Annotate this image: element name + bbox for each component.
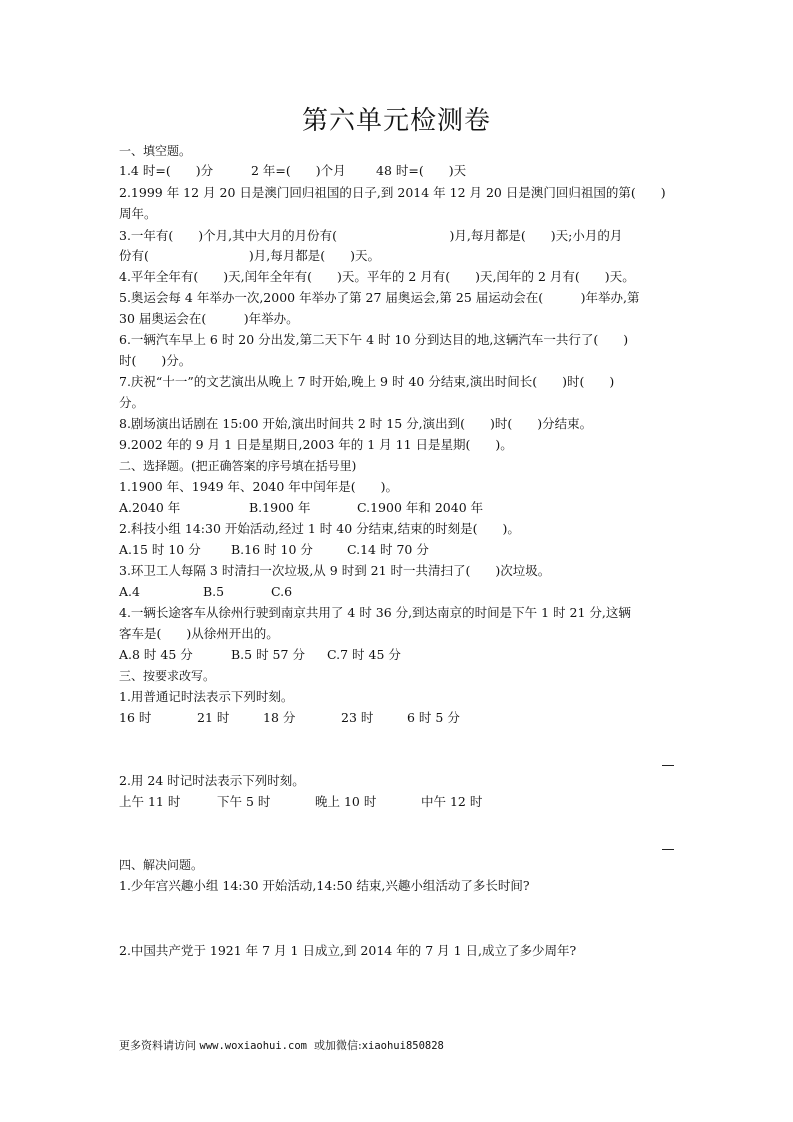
- answer-line: [662, 765, 674, 766]
- time-item: 23 时: [341, 710, 374, 725]
- question-solve-1: 1.少年宫兴趣小组 14:30 开始活动,14:50 结束,兴趣小组活动了多长时间?: [119, 878, 530, 893]
- time-item: 晚上 10 时: [315, 794, 377, 809]
- option-c: C.7 时 45 分: [327, 647, 401, 662]
- option-a: A.8 时 45 分: [119, 647, 193, 662]
- time-item: 21 时: [197, 710, 230, 725]
- question-fill-2-line1: 2.1999 年 12 月 20 日是澳门回归祖国的日子,到 2014 年 12 月 20 日是澳门回归祖国的第( ): [119, 185, 666, 200]
- choice-3-options: [119, 583, 292, 601]
- option-b: B.1900 年: [249, 500, 311, 515]
- time-item: 下午 5 时: [217, 794, 271, 809]
- section-heading-fill: 一、填空题。: [119, 144, 192, 158]
- option-c: C.6: [271, 584, 293, 599]
- option-a: A.2040 年: [119, 500, 181, 515]
- option-c: C.14 时 70 分: [347, 542, 429, 557]
- question-fill-1: [119, 162, 466, 180]
- question-fill-5-line2: 30 届奥运会在( )年举办。: [119, 311, 299, 326]
- question-fill-4: 4.平年全年有( )天,闰年全年有( )天。平年的 2 月有( )天,闰年的 2 月有( )天。: [119, 269, 635, 284]
- question-choice-1: 1.1900 年、1949 年、2040 年中闰年是( )。: [119, 479, 399, 494]
- question-fill-8: 8.剧场演出话剧在 15:00 开始,演出时间共 2 时 15 分,演出到( )时( )分结束。: [119, 416, 593, 431]
- footer-website-link[interactable]: www.woxiaohui.com: [199, 1040, 307, 1052]
- time-item: 16 时: [119, 710, 152, 725]
- option-c: C.1900 年和 2040 年: [357, 500, 484, 515]
- choice-4-options: [119, 646, 401, 664]
- footer-wechat-label: 或加微信:: [313, 1039, 362, 1052]
- option-a: A.15 时 10 分: [119, 542, 201, 557]
- footer-wechat-id: xiaohui850828: [361, 1040, 444, 1052]
- time-item: 6 时 5 分: [407, 710, 460, 725]
- rewrite-1-items: [119, 709, 460, 727]
- option-b: B.16 时 10 分: [231, 542, 313, 557]
- question-choice-2: 2.科技小组 14:30 开始活动,经过 1 时 40 分结束,结束的时刻是( )。: [119, 521, 520, 536]
- question-choice-4-line2: 客车是( )从徐州开出的。: [119, 626, 279, 641]
- footer-label: 更多资料请访问: [119, 1039, 196, 1052]
- time-item: 中午 12 时: [421, 794, 483, 809]
- option-b: B.5 时 57 分: [231, 647, 305, 662]
- choice-1-options: [119, 499, 483, 517]
- question-fill-2-line2: 周年。: [119, 206, 157, 221]
- question-fill-5-line1: 5.奥运会每 4 年举办一次,2000 年举办了第 27 届奥运会,第 25 届运动会在( )年举办,第: [119, 290, 640, 305]
- question-choice-3: 3.环卫工人每隔 3 时清扫一次垃圾,从 9 时到 21 时一共清扫了( )次垃圾。: [119, 563, 551, 578]
- time-item: 上午 11 时: [119, 794, 181, 809]
- answer-line: [662, 849, 674, 850]
- question-fill-6-line2: 时( )分。: [119, 353, 192, 368]
- section-heading-solve: 四、解决问题。: [119, 858, 204, 872]
- question-rewrite-1: 1.用普通记时法表示下列时刻。: [119, 689, 294, 704]
- option-a: A.4: [119, 584, 140, 599]
- q1-part-a: 1.4 时=( )分: [119, 163, 214, 178]
- section-heading-choice: 二、选择题。(把正确答案的序号填在括号里): [119, 459, 357, 473]
- rewrite-2-items: [119, 793, 482, 811]
- time-item: 18 分: [263, 710, 296, 725]
- page-title: 第六单元检测卷: [301, 106, 491, 136]
- question-solve-2: 2.中国共产党于 1921 年 7 月 1 日成立,到 2014 年的 7 月 1 日,成立了多少周年?: [119, 943, 577, 958]
- q1-part-b: 2 年=( )个月: [251, 163, 346, 178]
- question-choice-4-line1: 4.一辆长途客车从徐州行驶到南京共用了 4 时 36 分,到达南京的时间是下午 1 时 21 分,这辆: [119, 605, 631, 620]
- footer: [119, 1038, 444, 1054]
- question-fill-3-line1: 3.一年有( )个月,其中大月的月份有( )月,每月都是( )天;小月的月: [119, 228, 623, 243]
- question-fill-9: 9.2002 年的 9 月 1 日是星期日,2003 年的 1 月 11 日是星期( )。: [119, 437, 513, 452]
- option-b: B.5: [203, 584, 225, 599]
- question-rewrite-2: 2.用 24 时记时法表示下列时刻。: [119, 773, 305, 788]
- question-fill-6-line1: 6.一辆汽车早上 6 时 20 分出发,第二天下午 4 时 10 分到达目的地,这辆汽车一共行了( ): [119, 332, 629, 347]
- question-fill-7-line2: 分。: [119, 395, 145, 410]
- question-fill-7-line1: 7.庆祝“十一”的文艺演出从晚上 7 时开始,晚上 9 时 40 分结束,演出时间长( )时( ): [119, 374, 615, 389]
- section-heading-rewrite: 三、按要求改写。: [119, 669, 216, 683]
- choice-2-options: [119, 541, 429, 559]
- q1-part-c: 48 时=( )天: [376, 163, 467, 178]
- question-fill-3-line2: 份有( )月,每月都是( )天。: [119, 248, 380, 263]
